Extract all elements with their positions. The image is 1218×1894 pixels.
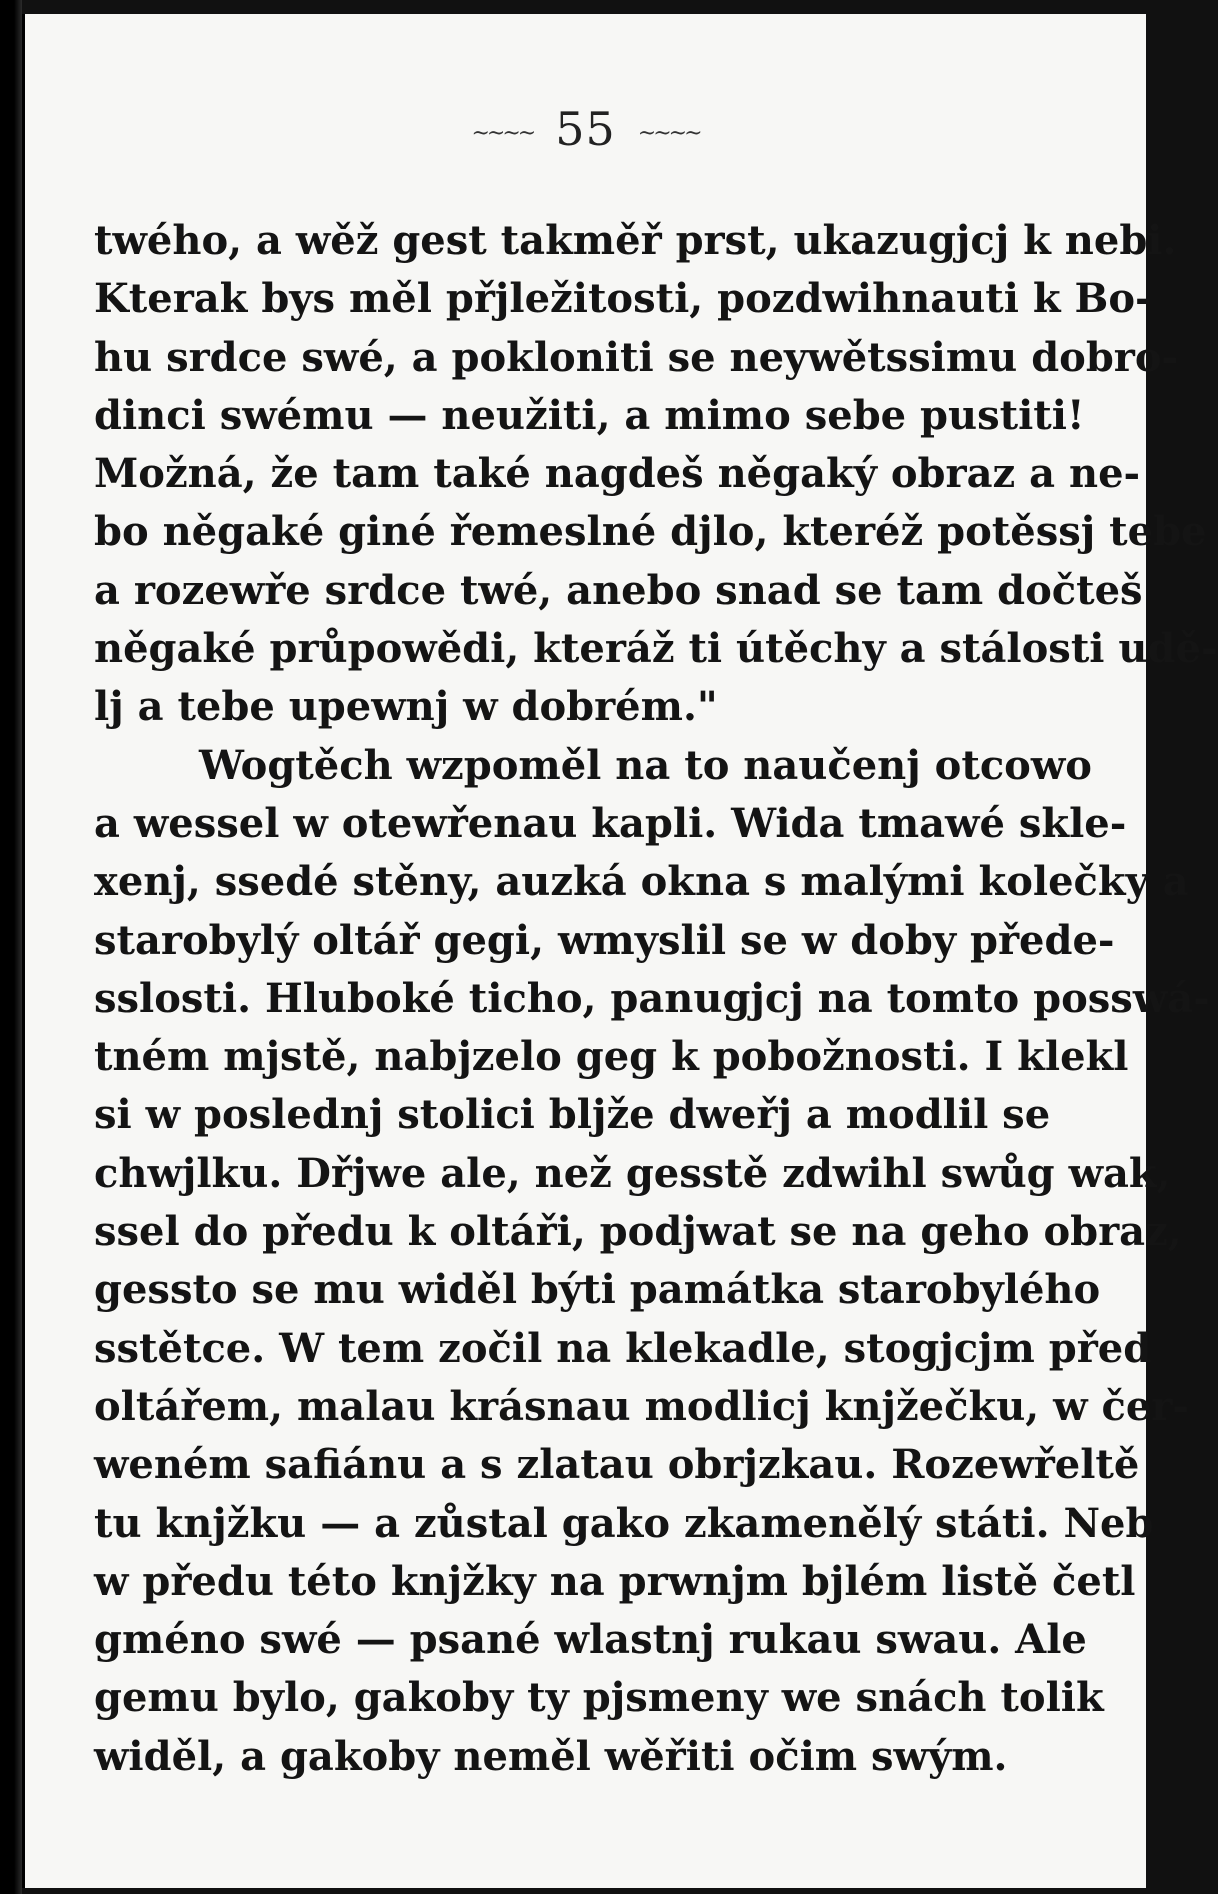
text-line: tu knjžku — a zůstal gako zkamenělý státi. Neb <box>94 1499 1154 1547</box>
text-line: Možná, že tam také nagdeš něgaký obraz a ne- <box>94 450 1141 498</box>
paragraph-start-line: Wogtěch wzpoměl na to naučenj otcowo <box>199 741 1092 789</box>
text-line: starobylý oltář gegi, wmyslil se w doby přede- <box>94 916 1115 964</box>
page-header <box>25 102 1146 156</box>
text-line: bo něgaké giné řemeslné djlo, kteréž potěssj tebe <box>94 508 1207 556</box>
text-line: hu srdce swé, a pokloniti se neywětssimu dobro- <box>94 333 1179 381</box>
text-line: si w poslednj stolici bljže dweřj a modlil se <box>94 1091 1051 1139</box>
text-line: lj a tebe upewnj w dobrém." <box>94 683 718 731</box>
text-line: gméno swé — psané wlastnj rukau swau. Ale <box>94 1616 1087 1664</box>
text-line: něgaké průpowědi, kteráž ti útěchy a stálosti udě- <box>94 625 1218 673</box>
text-line: twého, a wěž gest takměř prst, ukazugjcj k nebi. <box>94 217 1177 264</box>
text-line: sstětce. W tem zočil na klekadle, stogjcjm před <box>94 1324 1152 1372</box>
text-line: oltářem, malau krásnau modlicj knjžečku, w čer- <box>94 1382 1189 1430</box>
text-line: dinci swému — neužiti, a mimo sebe pustiti! <box>94 391 1085 439</box>
header-right-ornament: ~~~~ <box>637 120 700 146</box>
text-line: gemu bylo, gakoby ty pjsmeny we snách tolik <box>94 1674 1104 1722</box>
text-line: tném mjstě, nabjzelo geg k pobožnosti. I klekl <box>94 1033 1129 1081</box>
book-page <box>22 14 1218 1888</box>
text-line: weném safiánu a s zlatau obrjzkau. Rozewřeltě <box>94 1441 1140 1489</box>
page-number: 55 <box>555 102 616 156</box>
text-line: sslosti. Hluboké ticho, panugjcj na tomto posswá- <box>94 974 1210 1022</box>
scan-bottom-edge <box>22 1888 1147 1894</box>
text-line: w předu této knjžky na prwnjm bjlém listě četl <box>94 1557 1136 1605</box>
body-text <box>94 212 1218 1786</box>
text-line: Kterak bys měl přjležitosti, pozdwihnauti k Bo- <box>94 275 1152 323</box>
text-line: a rozewře srdce twé, anebo snad se tam dočteš <box>94 566 1143 614</box>
book-spine-edge <box>0 0 22 1894</box>
text-line: gessto se mu widěl býti památka starobylého <box>94 1266 1101 1314</box>
text-line: widěl, a gakoby neměl wěřiti očim swým. <box>94 1732 1008 1780</box>
header-left-ornament: ~~~~ <box>471 120 534 146</box>
text-line: a wessel w otewřenau kapli. Wida tmawé skle- <box>94 799 1127 847</box>
text-line: xenj, ssedé stěny, auzká okna s malými kolečky a <box>94 858 1189 906</box>
text-line: chwjlku. Dřjwe ale, než gesstě zdwihl swůg wak, <box>94 1149 1171 1197</box>
text-line: ssel do předu k oltáři, podjwat se na geho obraz, <box>94 1208 1182 1256</box>
